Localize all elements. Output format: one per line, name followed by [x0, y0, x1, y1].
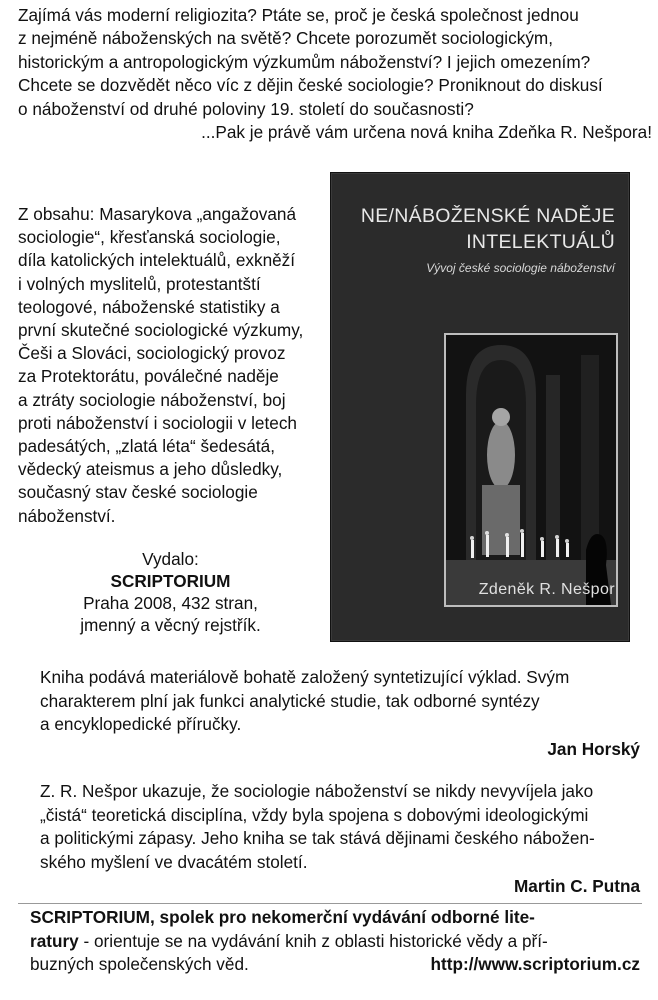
contents-line: Z obsahu: Masarykova „angažovaná — [18, 204, 297, 224]
intro-line: o náboženství od druhé poloviny 19. století do současnosti? — [18, 98, 474, 119]
cover-photo — [444, 333, 618, 607]
contents-line: Češi a Slováci, sociologický provoz — [18, 343, 286, 364]
publisher-details: Praha 2008, 432 stran, — [83, 593, 258, 613]
footer-line — [30, 953, 640, 977]
review-line: a encyklopedické příručky. — [40, 714, 242, 735]
contents-paragraph — [18, 203, 318, 528]
website-link[interactable]: http://www.scriptorium.cz — [430, 954, 640, 975]
review-line: charakterem plní jak funkci analytické studie, tak odborné syntézy — [40, 690, 540, 711]
contents-line: díla katolických intelektuálů, exkněží — [18, 250, 296, 271]
publisher-block — [18, 548, 323, 636]
contents-line: za Protektorátu, poválečné naděje — [18, 366, 279, 387]
review-line: „čistá“ teoretická disciplína, vždy byla spojena s dobovými ideologickými — [40, 804, 589, 825]
review-line: a politickými zápasy. Jeho kniha se tak stává dějinami českého nábožen- — [40, 828, 595, 849]
footer-text: - orientuje se na vydávání knih z oblasti historické vědy a pří- — [78, 930, 548, 951]
contents-line: vědecký ateismus a jeho důsledky, — [18, 459, 283, 480]
review-line: Z. R. Nešpor ukazuje, že sociologie náboženství se nikdy nevyvíjela jako — [40, 781, 594, 801]
intro-line: historickým a antropologickým výzkumům náboženství? I jejich omezením? — [18, 51, 591, 72]
review-line: Kniha podává materiálově bohatě založený syntetizující výklad. Svým — [40, 667, 570, 687]
contents-line: a ztráty sociologie náboženství, boj — [18, 389, 286, 410]
contents-line: sociologie“, křesťanská sociologie, — [18, 227, 281, 248]
footer-divider — [18, 903, 642, 904]
intro-paragraph — [18, 4, 652, 144]
contents-line: proti náboženství i sociologii v letech — [18, 412, 297, 433]
footer-line — [30, 930, 640, 954]
review-quote — [40, 666, 640, 737]
review-line: ského myšlení ve dvacátém století. — [40, 851, 308, 872]
intro-line: Chcete se dozvědět něco víc z dějin české sociologie? Proniknout do diskusí — [18, 75, 603, 96]
cover-title — [361, 203, 615, 255]
intro-closing: ...Pak je právě vám určena nová kniha Zdeňka R. Nešpora! — [201, 122, 652, 143]
intro-line: z nejméně náboženských na světě? Chcete porozumět sociologickým, — [18, 28, 554, 49]
footer — [30, 906, 640, 977]
contents-line: současný stav české sociologie — [18, 482, 258, 503]
cover-title-line: INTELEKTUÁLŮ — [466, 231, 615, 253]
footer-text: buzných společenských věd. — [30, 954, 249, 975]
contents-line: padesátých, „zlatá léta“ šedesátá, — [18, 436, 276, 457]
church-interior-image — [446, 335, 616, 605]
contents-line: i volných myslitelů, protestantští — [18, 273, 261, 294]
cover-title-line: NE/NÁBOŽENSKÉ NADĚJE — [360, 205, 615, 227]
publisher-name: SCRIPTORIUM — [110, 571, 231, 591]
publisher-details: jmenný a věcný rejstřík. — [80, 615, 261, 635]
book-cover — [330, 172, 630, 642]
footer-bold-text: ratury — [30, 930, 79, 951]
cover-author: Zdeněk R. Nešpor — [478, 581, 615, 598]
contents-line: náboženství. — [18, 505, 116, 526]
review-quote — [40, 780, 640, 874]
intro-line: Zajímá vás moderní religiozita? Ptáte se, proč je česká společnost jednou — [18, 5, 579, 25]
review-author: Jan Horský — [547, 739, 640, 759]
publisher-label: Vydalo: — [142, 549, 199, 569]
footer-line: SCRIPTORIUM, spolek pro nekomerční vydávání odborné lite- — [30, 907, 535, 927]
contents-line: teologové, náboženské statistiky a — [18, 296, 280, 317]
contents-line: první skutečné sociologické výzkumy, — [18, 320, 304, 341]
review-author: Martin C. Putna — [513, 876, 640, 896]
cover-subtitle: Vývoj české sociologie náboženství — [426, 261, 615, 275]
